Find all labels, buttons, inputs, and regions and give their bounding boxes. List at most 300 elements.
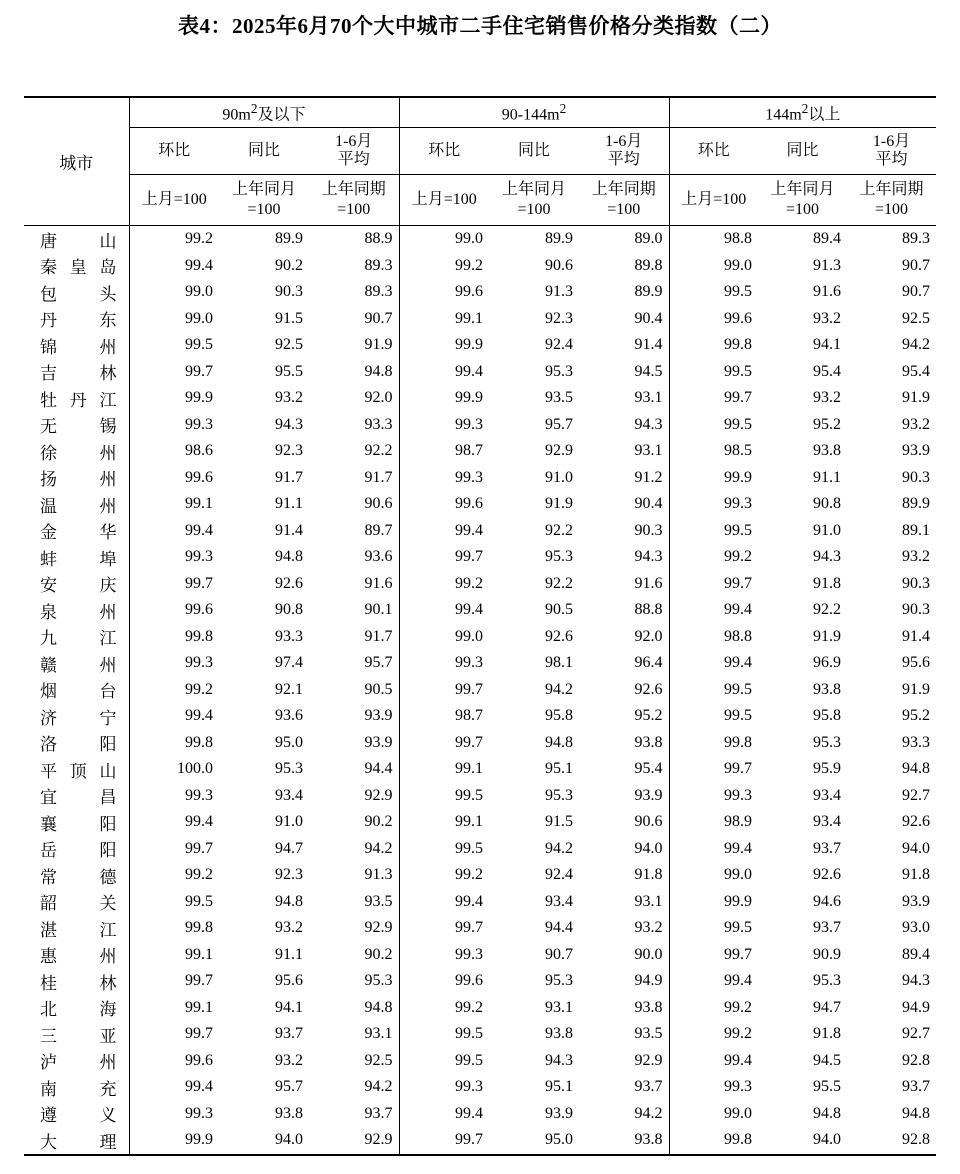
table-row: [24, 597, 936, 624]
index-value-cell: 91.9: [545, 495, 573, 513]
index-value-cell: 93.2: [579, 915, 669, 942]
index-value-cell: 89.9: [579, 279, 669, 306]
index-value-cell: 94.3: [902, 972, 931, 990]
index-value-cell: 99.4: [724, 972, 753, 990]
index-value-cell: 99.0: [455, 627, 483, 645]
index-value-cell: 89.9: [545, 230, 573, 248]
index-value-cell: 99.1: [455, 309, 483, 327]
index-value-cell: 89.0: [579, 226, 669, 253]
city-name-cell: 南 充: [24, 1074, 129, 1101]
index-value-cell: 93.2: [813, 389, 842, 407]
index-value-cell: 93.2: [275, 1051, 303, 1069]
index-value-cell: 99.4: [185, 256, 213, 274]
index-value-cell: 92.2: [545, 521, 573, 539]
index-value-cell: 99.4: [185, 1078, 213, 1096]
index-value-cell: 99.3: [455, 415, 483, 433]
index-value-cell: 99.7: [724, 389, 753, 407]
index-value-cell: 93.0: [902, 919, 931, 937]
index-value-cell: 95.3: [813, 972, 842, 990]
index-value-cell: 89.1: [902, 521, 931, 539]
index-value-cell: 90.6: [579, 809, 669, 836]
sub-header-mom-0: 环比: [129, 128, 219, 175]
index-value-cell: 99.2: [724, 548, 753, 566]
index-value-cell: 93.7: [579, 1074, 669, 1101]
index-value-cell: 99.5: [455, 839, 483, 857]
index-value-cell: 94.2: [309, 836, 399, 863]
index-value-cell: 99.6: [185, 601, 213, 619]
index-value-cell: 93.1: [579, 438, 669, 465]
base-header-yoy-0: 上年同月 =100: [219, 175, 309, 226]
table-row: [24, 306, 936, 333]
index-value-cell: 99.2: [185, 866, 213, 884]
index-value-cell: 99.6: [455, 495, 483, 513]
index-value-cell: 89.4: [902, 945, 931, 963]
index-value-cell: 90.2: [309, 942, 399, 969]
index-value-cell: 95.0: [275, 733, 303, 751]
index-value-cell: 91.3: [813, 256, 842, 274]
index-value-cell: 99.9: [455, 336, 483, 354]
index-value-cell: 95.9: [813, 760, 842, 778]
index-value-cell: 94.4: [545, 919, 573, 937]
index-value-cell: 93.9: [309, 703, 399, 730]
index-value-cell: 94.2: [545, 680, 573, 698]
index-value-cell: 95.3: [545, 972, 573, 990]
index-value-cell: 90.2: [275, 256, 303, 274]
index-value-cell: 99.9: [185, 389, 213, 407]
index-value-cell: 99.8: [724, 336, 753, 354]
index-value-cell: 93.4: [813, 786, 842, 804]
index-value-cell: 92.5: [902, 309, 931, 327]
index-value-cell: 90.4: [579, 306, 669, 333]
table-row: [24, 968, 936, 995]
index-value-cell: 99.3: [724, 495, 753, 513]
city-name-cell: 吉 林: [24, 359, 129, 386]
base-header-avg-2: 上年同期 =100: [847, 175, 936, 226]
index-value-cell: 99.0: [724, 256, 753, 274]
index-value-cell: 93.5: [309, 889, 399, 916]
index-value-cell: 91.8: [902, 866, 931, 884]
index-value-cell: 99.3: [185, 1104, 213, 1122]
index-value-cell: 97.4: [275, 654, 303, 672]
index-value-cell: 93.3: [902, 733, 931, 751]
table-row: [24, 862, 936, 889]
index-value-cell: 91.1: [813, 468, 842, 486]
index-value-cell: 90.3: [275, 283, 303, 301]
city-name-cell: 韶 关: [24, 889, 129, 916]
index-value-cell: 99.8: [185, 733, 213, 751]
index-value-cell: 95.4: [902, 362, 931, 380]
index-value-cell: 99.3: [455, 468, 483, 486]
sub-header-avg-0: 1-6月 平均: [309, 128, 399, 175]
index-value-cell: 92.3: [275, 442, 303, 460]
index-value-cell: 94.8: [545, 733, 573, 751]
index-value-cell: 92.0: [579, 624, 669, 651]
index-value-cell: 90.3: [902, 468, 931, 486]
index-value-cell: 95.6: [902, 654, 931, 672]
city-name-cell: 常 德: [24, 862, 129, 889]
index-value-cell: 93.2: [275, 389, 303, 407]
city-name-cell: 平 顶 山: [24, 756, 129, 783]
city-name-cell: 金 华: [24, 518, 129, 545]
index-value-cell: 92.6: [902, 813, 931, 831]
index-value-cell: 91.8: [579, 862, 669, 889]
index-value-cell: 94.2: [579, 1101, 669, 1128]
index-value-cell: 93.8: [813, 442, 842, 460]
table-row: [24, 836, 936, 863]
index-value-cell: 90.0: [579, 942, 669, 969]
index-value-cell: 93.7: [902, 1078, 931, 1096]
table-row: [24, 332, 936, 359]
index-value-cell: 94.7: [275, 839, 303, 857]
index-value-cell: 95.2: [902, 707, 931, 725]
index-value-cell: 94.8: [902, 760, 931, 778]
table-row: [24, 703, 936, 730]
index-value-cell: 94.8: [275, 548, 303, 566]
city-name-cell: 湛 江: [24, 915, 129, 942]
city-name-cell: 济 宁: [24, 703, 129, 730]
index-value-cell: 93.8: [813, 680, 842, 698]
table-row: [24, 226, 936, 253]
index-value-cell: 95.2: [579, 703, 669, 730]
sub-header-yoy-2: 同比: [758, 128, 847, 175]
index-value-cell: 91.6: [579, 571, 669, 598]
index-value-cell: 95.2: [813, 415, 842, 433]
index-value-cell: 99.0: [455, 230, 483, 248]
index-value-cell: 99.4: [455, 601, 483, 619]
index-value-cell: 99.1: [185, 998, 213, 1016]
index-value-cell: 91.6: [309, 571, 399, 598]
base-header-yoy-1: 上年同月 =100: [489, 175, 579, 226]
city-name-cell: 温 州: [24, 491, 129, 518]
city-name-cell: 徐 州: [24, 438, 129, 465]
index-value-cell: 99.7: [724, 945, 753, 963]
index-value-cell: 94.3: [813, 548, 842, 566]
index-value-cell: 99.2: [455, 574, 483, 592]
index-value-cell: 99.5: [455, 1025, 483, 1043]
index-value-cell: 98.8: [724, 230, 753, 248]
index-value-cell: 89.3: [902, 230, 931, 248]
index-value-cell: 94.2: [309, 1074, 399, 1101]
table-row: [24, 1021, 936, 1048]
index-value-cell: 99.9: [129, 1127, 219, 1155]
index-value-cell: 99.0: [724, 866, 753, 884]
index-value-cell: 94.2: [902, 336, 931, 354]
index-value-cell: 99.7: [185, 1025, 213, 1043]
index-value-cell: 91.1: [275, 495, 303, 513]
index-value-cell: 99.2: [724, 1025, 753, 1043]
index-value-cell: 99.8: [669, 1127, 758, 1155]
sub-header-yoy-0: 同比: [219, 128, 309, 175]
index-value-cell: 90.8: [813, 495, 842, 513]
index-value-cell: 91.9: [902, 389, 931, 407]
index-value-cell: 95.8: [813, 707, 842, 725]
city-name-cell: 桂 林: [24, 968, 129, 995]
city-name-cell: 泉 州: [24, 597, 129, 624]
index-value-cell: 92.8: [847, 1127, 936, 1155]
index-value-cell: 90.5: [309, 677, 399, 704]
table-row: [24, 518, 936, 545]
index-value-cell: 93.9: [579, 783, 669, 810]
index-value-cell: 99.3: [185, 786, 213, 804]
index-value-cell: 95.3: [545, 786, 573, 804]
index-value-cell: 91.5: [275, 309, 303, 327]
index-value-cell: 91.8: [813, 1025, 842, 1043]
index-value-cell: 93.9: [545, 1104, 573, 1122]
base-header-mom-0: 上月=100: [129, 175, 219, 226]
index-value-cell: 94.7: [813, 998, 842, 1016]
index-value-cell: 93.6: [275, 707, 303, 725]
index-value-cell: 99.7: [724, 574, 753, 592]
index-value-cell: 94.3: [275, 415, 303, 433]
index-value-cell: 93.2: [902, 548, 931, 566]
index-value-cell: 89.9: [275, 230, 303, 248]
index-value-cell: 89.3: [309, 279, 399, 306]
index-value-cell: 93.7: [275, 1025, 303, 1043]
index-value-cell: 92.9: [309, 783, 399, 810]
index-value-cell: 90.8: [275, 601, 303, 619]
index-value-cell: 92.7: [902, 1025, 931, 1043]
index-value-cell: 98.5: [724, 442, 753, 460]
index-value-cell: 91.6: [813, 283, 842, 301]
index-value-cell: 94.0: [902, 839, 931, 857]
index-value-cell: 99.5: [724, 283, 753, 301]
page-title: 表4：2025年6月70个大中城市二手住宅销售价格分类指数（二）: [178, 14, 782, 38]
index-value-cell: 91.0: [545, 468, 573, 486]
index-value-cell: 99.5: [724, 680, 753, 698]
table-row: [24, 279, 936, 306]
index-value-cell: 99.7: [185, 362, 213, 380]
index-value-cell: 96.4: [579, 650, 669, 677]
index-value-cell: 92.4: [545, 866, 573, 884]
city-name-cell: 宜 昌: [24, 783, 129, 810]
index-value-cell: 99.7: [724, 760, 753, 778]
index-value-cell: 95.6: [275, 972, 303, 990]
index-value-cell: 99.4: [455, 1104, 483, 1122]
index-value-cell: 93.7: [813, 919, 842, 937]
table-row: [24, 1101, 936, 1128]
city-column-header: 城市: [24, 97, 129, 226]
index-value-cell: 99.4: [724, 839, 753, 857]
index-value-cell: 88.9: [309, 226, 399, 253]
index-value-cell: 98.9: [724, 813, 753, 831]
index-value-cell: 93.7: [813, 839, 842, 857]
index-value-cell: 99.7: [185, 972, 213, 990]
index-value-cell: 94.0: [758, 1127, 847, 1155]
index-value-cell: 91.4: [275, 521, 303, 539]
index-value-cell: 99.0: [724, 1104, 753, 1122]
city-name-cell: 秦 皇 岛: [24, 253, 129, 280]
index-value-cell: 93.8: [579, 995, 669, 1022]
index-value-cell: 94.9: [902, 998, 931, 1016]
index-value-cell: 99.8: [185, 627, 213, 645]
city-name-cell: 九 江: [24, 624, 129, 651]
index-value-cell: 99.7: [185, 839, 213, 857]
index-value-cell: 92.3: [275, 866, 303, 884]
table-row: [24, 571, 936, 598]
index-value-cell: 99.1: [455, 813, 483, 831]
index-value-cell: 99.4: [724, 1051, 753, 1069]
index-value-cell: 90.7: [309, 306, 399, 333]
index-value-cell: 93.3: [309, 412, 399, 439]
index-value-cell: 92.6: [579, 677, 669, 704]
index-value-cell: 95.8: [545, 707, 573, 725]
city-name-cell: 包 头: [24, 279, 129, 306]
base-header-mom-2: 上月=100: [669, 175, 758, 226]
index-value-cell: 95.7: [309, 650, 399, 677]
city-name-cell: 赣 州: [24, 650, 129, 677]
index-value-cell: 93.8: [545, 1025, 573, 1043]
index-value-cell: 94.9: [579, 968, 669, 995]
sub-header-mom-2: 环比: [669, 128, 758, 175]
index-value-cell: 94.4: [309, 756, 399, 783]
index-value-cell: 99.9: [724, 892, 753, 910]
sub-header-mom-1: 环比: [399, 128, 489, 175]
index-value-cell: 99.3: [185, 654, 213, 672]
index-value-cell: 99.5: [455, 786, 483, 804]
table-row: [24, 730, 936, 757]
index-value-cell: 91.1: [275, 945, 303, 963]
index-value-cell: 92.5: [275, 336, 303, 354]
index-value-cell: 95.0: [489, 1127, 579, 1155]
index-value-cell: 94.8: [309, 359, 399, 386]
index-value-cell: 94.6: [813, 892, 842, 910]
index-value-cell: 99.2: [455, 866, 483, 884]
index-value-cell: 99.4: [455, 892, 483, 910]
index-value-cell: 94.3: [579, 544, 669, 571]
index-value-cell: 90.3: [902, 574, 931, 592]
index-value-cell: 90.7: [545, 945, 573, 963]
index-value-cell: 99.5: [724, 707, 753, 725]
index-value-cell: 92.2: [813, 601, 842, 619]
index-value-cell: 99.4: [724, 601, 753, 619]
index-value-cell: 99.7: [399, 1127, 489, 1155]
group-header-large: $144m^2$以上: [669, 97, 936, 128]
index-value-cell: 99.6: [724, 309, 753, 327]
index-value-cell: 99.5: [724, 415, 753, 433]
index-value-cell: 99.3: [455, 654, 483, 672]
index-value-cell: 94.1: [813, 336, 842, 354]
city-name-cell: 安 庆: [24, 571, 129, 598]
price-index-table: [24, 96, 936, 1156]
index-value-cell: 99.1: [185, 945, 213, 963]
index-value-cell: 98.7: [455, 707, 483, 725]
index-value-cell: 91.7: [275, 468, 303, 486]
index-value-cell: 99.6: [185, 468, 213, 486]
index-value-cell: 95.1: [545, 760, 573, 778]
index-value-cell: 92.9: [309, 1127, 399, 1155]
index-value-cell: 99.9: [724, 468, 753, 486]
index-value-cell: 93.2: [902, 415, 931, 433]
index-value-cell: 99.9: [455, 389, 483, 407]
sub-header-yoy-1: 同比: [489, 128, 579, 175]
table-row: [24, 942, 936, 969]
index-value-cell: 90.9: [813, 945, 842, 963]
index-value-cell: 98.1: [545, 654, 573, 672]
index-value-cell: 99.5: [724, 521, 753, 539]
index-value-cell: 92.9: [579, 1048, 669, 1075]
city-name-cell: 遵 义: [24, 1101, 129, 1128]
index-value-cell: 95.3: [813, 733, 842, 751]
index-value-cell: 89.8: [579, 253, 669, 280]
index-value-cell: 91.7: [309, 624, 399, 651]
index-value-cell: 95.1: [545, 1078, 573, 1096]
table-row: [24, 465, 936, 492]
index-value-cell: 93.8: [579, 730, 669, 757]
index-value-cell: 99.5: [185, 892, 213, 910]
index-value-cell: 91.9: [309, 332, 399, 359]
index-value-cell: 88.8: [579, 597, 669, 624]
table-row: [24, 253, 936, 280]
city-name-cell: 丹 东: [24, 306, 129, 333]
index-value-cell: 99.2: [185, 680, 213, 698]
index-value-cell: 99.1: [185, 495, 213, 513]
table-row: [24, 783, 936, 810]
index-value-cell: 93.5: [545, 389, 573, 407]
index-value-cell: 99.4: [185, 521, 213, 539]
index-value-cell: 93.5: [579, 1021, 669, 1048]
index-value-cell: 90.4: [579, 491, 669, 518]
index-value-cell: 100.0: [177, 760, 213, 778]
index-value-cell: 90.1: [309, 597, 399, 624]
index-value-cell: 99.3: [724, 786, 753, 804]
index-value-cell: 95.3: [309, 968, 399, 995]
index-value-cell: 90.2: [309, 809, 399, 836]
index-value-cell: 99.5: [724, 362, 753, 380]
index-value-cell: 93.1: [579, 889, 669, 916]
index-value-cell: 92.8: [902, 1051, 931, 1069]
index-value-cell: 90.6: [545, 256, 573, 274]
index-value-cell: 93.4: [813, 813, 842, 831]
index-value-cell: 93.2: [813, 309, 842, 327]
index-value-cell: 99.5: [724, 919, 753, 937]
index-value-cell: 92.2: [309, 438, 399, 465]
index-value-cell: 92.6: [275, 574, 303, 592]
index-value-cell: 93.8: [579, 1127, 669, 1155]
table-row: [24, 1127, 936, 1155]
index-value-cell: 91.9: [813, 627, 842, 645]
index-value-cell: 91.9: [902, 680, 931, 698]
index-value-cell: 95.3: [545, 362, 573, 380]
index-value-cell: 99.7: [455, 733, 483, 751]
index-value-cell: 95.4: [813, 362, 842, 380]
index-value-cell: 94.5: [579, 359, 669, 386]
index-value-cell: 99.2: [185, 230, 213, 248]
index-value-cell: 99.2: [724, 998, 753, 1016]
table-row: [24, 650, 936, 677]
table-row: [24, 491, 936, 518]
sub-header-avg-2: 1-6月 平均: [847, 128, 936, 175]
index-value-cell: 95.3: [545, 548, 573, 566]
table-row: [24, 809, 936, 836]
index-value-cell: 92.0: [309, 385, 399, 412]
index-value-cell: 93.7: [309, 1101, 399, 1128]
group-header-small: $90m^2$及以下: [129, 97, 399, 128]
index-value-cell: 96.9: [813, 654, 842, 672]
index-value-cell: 99.6: [455, 283, 483, 301]
city-name-cell: 牡 丹 江: [24, 385, 129, 412]
index-value-cell: 99.7: [455, 548, 483, 566]
index-value-cell: 95.5: [813, 1078, 842, 1096]
city-name-cell: 三 亚: [24, 1021, 129, 1048]
table-row: [24, 677, 936, 704]
table-row: [24, 995, 936, 1022]
index-value-cell: 92.9: [545, 442, 573, 460]
index-value-cell: 99.8: [724, 733, 753, 751]
index-value-cell: 93.1: [309, 1021, 399, 1048]
index-value-cell: 95.4: [579, 756, 669, 783]
index-value-cell: 93.2: [275, 919, 303, 937]
index-value-cell: 99.1: [455, 760, 483, 778]
